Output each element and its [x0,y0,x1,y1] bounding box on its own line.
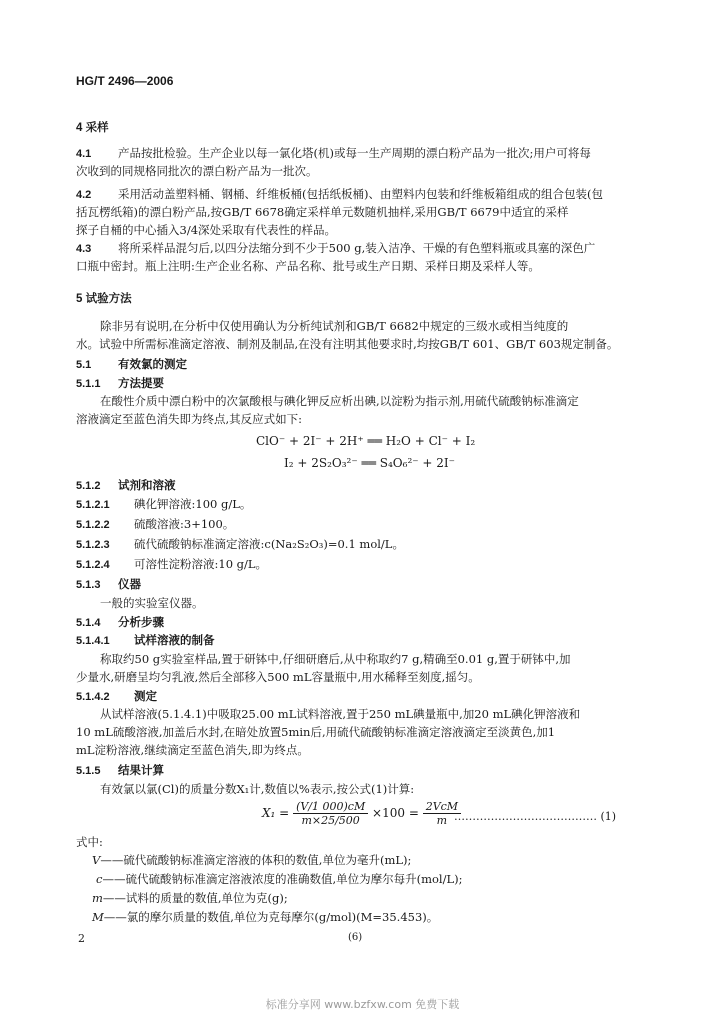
clause-text: 口瓶中密封。瓶上注明:生产企业名称、产品名称、批号或生产日期、采样日期及采样人等。 [76,259,540,274]
symbol-def-V [92,852,652,870]
formula-mid: ×100 = [372,806,419,821]
clause-4-1 [76,145,651,181]
page-number: 2 [78,932,85,945]
clause-number: 5.1.2.1 [76,499,110,511]
clause-5-1-2-heading [76,477,651,496]
clause-4-2 [76,186,651,240]
clause-title: 方法提要 [118,378,164,390]
clause-number: 5.1.4 [76,617,101,629]
clause-5-1-2-2 [76,516,651,534]
reaction-equation-2: I₂ + 2S₂O₃²⁻ ══ S₄O₆²⁻ + 2I⁻ [284,456,455,470]
body-text: mL淀粉溶液,继续滴定至蓝色消失,即为终点。 [76,742,309,757]
clause-number: 5.1.2.2 [76,519,110,531]
clause-5-1-4-2-body [76,706,651,759]
clause-number: 5.1.2.4 [76,559,110,571]
clause-5-1-heading [76,356,651,375]
clause-5-1-1-heading [76,375,651,394]
definition: ——氯的摩尔质量的数值,单位为克每摩尔(g/mol)(M=35.453)。 [103,910,439,924]
symbol: m [92,891,103,905]
body-text: 溶液滴定至蓝色消失即为终点,其反应式如下: [76,411,303,426]
formula-1 [262,800,461,827]
formula-fraction-1 [293,800,368,827]
clause-title: 试样溶液的制备 [134,635,215,647]
body-text: 在酸性介质中漂白粉中的次氯酸根与碘化钾反应析出碘,以淀粉为指示剂,用硫代硫酸钠标准滴定 [100,394,579,408]
clause-5-1-1-body [76,393,651,429]
body-text: 称取约50 g实验室样品,置于研钵中,仔细研磨后,从中称取约7 g,精确至0.01 g,置于研钵中,加 [100,652,571,666]
clause-5-1-2-1 [76,496,651,514]
clause-5-1-4-2-heading [76,688,651,707]
numerator: (V/1 000)cM [293,800,368,814]
body-text: 少量水,研磨呈均匀乳液,然后全部移入500 mL容量瓶中,用水稀释至刻度,摇匀。 [76,669,480,684]
reaction-equation-1: ClO⁻ + 2I⁻ + 2H⁺ ══ H₂O + Cl⁻ + I₂ [256,434,476,448]
body-text: 从试样溶液(5.1.4.1)中吸取25.00 mL试料溶液,置于250 mL碘量瓶中,加20 mL碘化钾溶液和 [100,707,581,721]
section-5-intro [76,318,651,354]
clause-text: 碘化钾溶液:100 g/L。 [134,497,252,511]
symbol: M [92,910,104,924]
symbol: V [92,853,101,867]
clause-5-1-5-body: 有效氯以氯(Cl)的质量分数X₁计,数值以%表示,按公式(1)计算: [100,782,415,796]
symbol-def-M [92,909,652,927]
denominator: m [436,814,448,828]
definition: ——硫代硫酸钠标准滴定溶液的体积的数值,单位为毫升(mL); [100,853,412,867]
clause-number: 5.1.2.3 [76,539,110,551]
clause-text: 将所采样品混匀后,以四分法缩分到不少于500 g,装入洁净、干燥的有色塑料瓶或具塞的深色广 [118,241,596,255]
clause-4-3 [76,240,651,276]
clause-number: 4.2 [76,189,92,201]
clause-number: 5.1.5 [76,765,101,777]
clause-5-1-5-heading [76,762,651,781]
definition: ——试料的质量的数值,单位为克(g); [102,891,288,905]
page-sequence: (6) [348,932,363,943]
clause-number: 5.1.2 [76,480,101,492]
formula-lhs: X₁ = [262,806,290,821]
clause-text: 探子自桶的中心插入3/4深处采取有代表性的样品。 [76,222,337,237]
clause-text: 次收到的同规格同批次的漂白粉产品为一批次。 [76,164,318,179]
clause-5-1-2-3 [76,536,651,554]
clause-number: 4.1 [76,148,92,160]
denominator: m×25/500 [301,814,360,828]
clause-5-1-4-heading [76,614,651,633]
section-4-title: 4 采样 [76,122,109,134]
clause-number: 5.1 [76,359,92,371]
section-5-title: 5 试验方法 [76,293,132,305]
clause-text: 硫酸溶液:3+100。 [134,517,235,531]
clause-title: 试剂和溶液 [118,480,176,492]
clause-5-1-3-body: 一般的实验室仪器。 [100,596,204,610]
symbol-def-m [92,890,652,908]
clause-number: 5.1.1 [76,378,101,390]
clause-title: 仪器 [118,579,141,591]
clause-number: 4.3 [76,243,92,255]
definition: ——硫代硫酸钠标准滴定溶液浓度的准确数值,单位为摩尔每升(mol/L); [102,872,463,886]
clause-title: 分析步骤 [118,617,164,629]
clause-title: 结果计算 [118,765,164,777]
clause-number: 5.1.4.1 [76,635,110,647]
clause-5-1-3-heading [76,576,651,595]
clause-text: 采用活动盖塑料桶、钢桶、纤维板桶(包括纸板桶)、由塑料内包装和纤维板箱组成的组合包装(包 [118,187,603,201]
clause-text: 产品按批检验。生产企业以每一氯化塔(机)或每一生产周期的漂白粉产品为一批次;用户可将每 [118,146,591,160]
intro-text: 除非另有说明,在分析中仅使用确认为分析纯试剂和GB/T 6682中规定的三级水或相当纯度的 [100,319,569,333]
clause-text: 可溶性淀粉溶液:10 g/L。 [134,557,268,571]
numerator: 2VcM [423,800,461,814]
clause-5-1-4-1-heading [76,632,651,651]
watermark: 标准分享网 www.bzfxw.com 免费下载 [265,998,460,1011]
intro-text: 水。试验中所需标准滴定溶液、制剂及制品,在没有注明其他要求时,均按GB/T 601、GB/T 603规定制备。 [76,336,619,351]
formula-number: ………………………………… (1) [454,810,617,823]
clause-text: 括瓦楞纸箱)的漂白粉产品,按GB/T 6678确定采样单元数随机抽样,采用GB/T 6679中适宜的采样 [76,205,569,220]
clause-number: 5.1.3 [76,579,101,591]
clause-title: 测定 [134,691,157,703]
clause-title: 有效氯的测定 [118,359,187,371]
body-text: 10 mL硫酸溶液,加盖后水封,在暗处放置5min后,用硫代硫酸钠标准滴定溶液滴定至淡黄色,加1 [76,724,556,739]
symbol: c [96,872,103,886]
clause-text: 硫代硫酸钠标准滴定溶液:c(Na₂S₂O₃)=0.1 mol/L。 [134,537,404,551]
clause-5-1-2-4 [76,556,651,574]
clause-number: 5.1.4.2 [76,691,110,703]
where-label: 式中: [76,835,103,849]
symbol-def-c [96,871,652,889]
clause-5-1-4-1-body [76,651,651,687]
standard-code: HG/T 2496—2006 [76,74,174,88]
